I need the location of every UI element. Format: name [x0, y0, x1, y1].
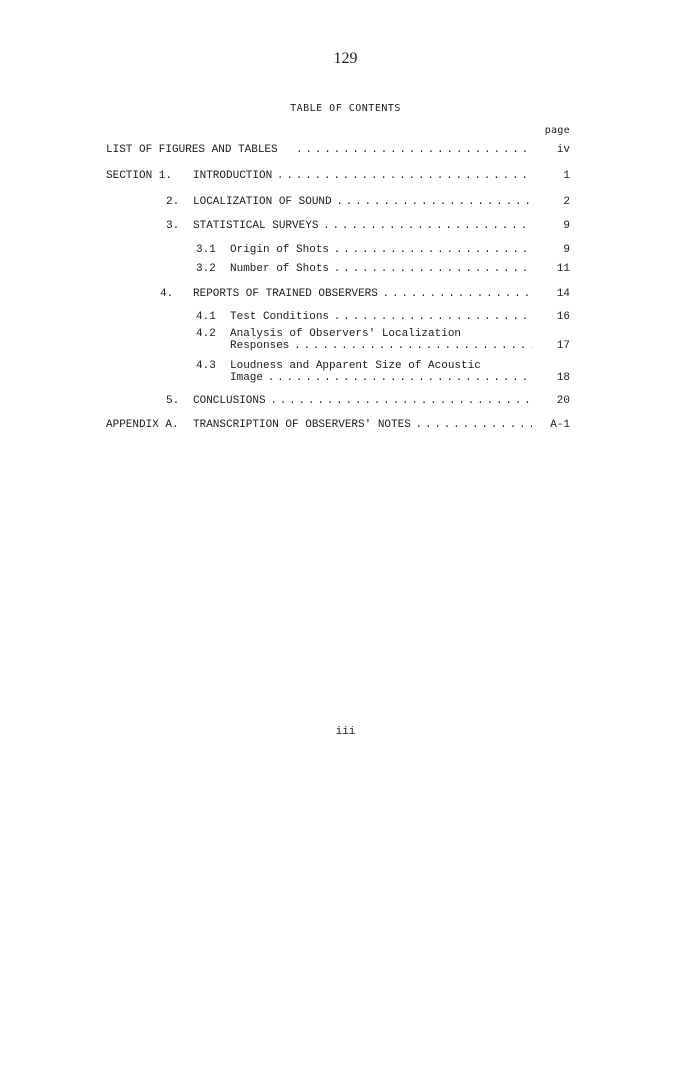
- toc-entry-page: 9: [563, 244, 570, 256]
- toc-entry-section-2[interactable]: [106, 196, 570, 210]
- toc-entry-list-of-figures[interactable]: [106, 144, 570, 158]
- toc-entry-page: A-1: [550, 419, 570, 431]
- toc-entry-number: 4.3: [196, 360, 216, 372]
- toc-entry-number: 5.: [166, 395, 180, 407]
- toc-entry-page: 16: [556, 311, 570, 323]
- toc-entry-title: Responses . . .: [230, 340, 532, 352]
- toc-title: TABLE OF CONTENTS: [290, 103, 401, 114]
- toc-entry-page: 2: [563, 196, 570, 208]
- toc-entry-title: Image . . .: [230, 372, 532, 384]
- toc-entry-title: STATISTICAL SURVEYS . . .: [193, 220, 532, 232]
- toc-entry-section-5[interactable]: [106, 395, 570, 409]
- toc-entry-label: LIST OF FIGURES AND TABLES: [106, 144, 278, 156]
- toc-entry-section-1[interactable]: [106, 170, 570, 184]
- toc-entry-page: 20: [556, 395, 570, 407]
- toc-entry-page: 14: [556, 288, 570, 300]
- toc-entry-title: TRANSCRIPTION OF OBSERVERS' NOTES . . .: [193, 419, 532, 431]
- toc-entry-number: 2.: [166, 196, 180, 208]
- toc-entry-title: Number of Shots . . .: [230, 263, 532, 275]
- toc-entry-number: 3.2: [196, 263, 216, 275]
- toc-entry-number: SECTION 1.: [106, 170, 173, 182]
- toc-entry-number: 3.1: [196, 244, 216, 256]
- toc-entry-section-3[interactable]: [106, 220, 570, 234]
- toc-entry-title: INTRODUCTION . . .: [193, 170, 532, 182]
- toc-entry-number: 4.2: [196, 328, 216, 340]
- toc-entry-title: Origin of Shots . . .: [230, 244, 532, 256]
- toc-entry-appendix-a[interactable]: [106, 419, 570, 433]
- toc-entry-section-3-2[interactable]: [106, 263, 570, 277]
- page-column-label: page: [544, 125, 570, 136]
- toc-entry-title-line1: Loudness and Apparent Size of Acoustic: [230, 360, 481, 372]
- toc-entry-page: 1: [563, 170, 570, 182]
- toc-entry-section-4-3[interactable]: [106, 360, 570, 388]
- toc-entry-page: 17: [556, 340, 570, 352]
- page-number-bottom: iii: [335, 726, 356, 738]
- toc-entry-title: CONCLUSIONS . . .: [193, 395, 532, 407]
- toc-entry-page: 9: [563, 220, 570, 232]
- toc-entry-number: 4.1: [196, 311, 216, 323]
- toc-entry-title: REPORTS OF TRAINED OBSERVERS . . .: [193, 288, 532, 300]
- toc-entry-title: LOCALIZATION OF SOUND . . .: [193, 196, 532, 208]
- toc-entry-section-4[interactable]: [106, 288, 570, 302]
- toc-entry-page: iv: [556, 144, 570, 156]
- toc-entry-number: APPENDIX A.: [106, 419, 179, 431]
- toc-entry-number: 4.: [160, 288, 174, 300]
- toc-entry-section-4-2[interactable]: [106, 328, 570, 356]
- toc-entry-section-3-1[interactable]: [106, 244, 570, 258]
- toc-entry-number: 3.: [166, 220, 180, 232]
- page-number-top: 129: [333, 50, 358, 67]
- toc-entry-section-4-1[interactable]: [106, 311, 570, 325]
- toc-entry-page: 18: [556, 372, 570, 384]
- toc-entry-page: 11: [556, 263, 570, 275]
- toc-entry-title: Test Conditions . . .: [230, 311, 532, 323]
- toc-entry-title-line1: Analysis of Observers' Localization: [230, 328, 462, 340]
- toc-entry-title: [296, 144, 532, 156]
